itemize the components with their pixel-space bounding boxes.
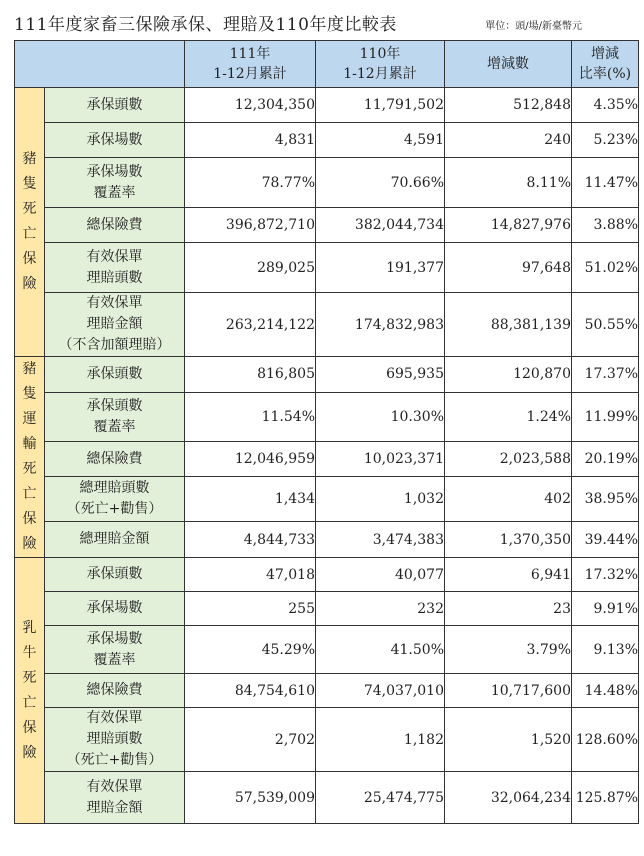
item-label: 總保險費 [45,441,185,477]
value-111: 45.29% [185,626,316,674]
table-body [15,88,639,824]
value-difference: 240 [445,123,572,158]
value-110: 25,474,775 [316,772,445,824]
value-difference: 8.11% [445,158,572,208]
item-label: 承保場數 覆蓋率 [45,158,185,208]
table-row [15,158,639,208]
value-111: 57,539,009 [185,772,316,824]
item-label: 承保場數 [45,123,185,158]
unit-note: 單位：頭/場/新臺幣元 [485,21,582,32]
item-label: 總理賠頭數 （死亡+勸售） [45,477,185,522]
table-row [15,772,639,824]
table-row [15,441,639,477]
value-difference: 32,064,234 [445,772,572,824]
value-111: 4,844,733 [185,522,316,558]
value-110: 10,023,371 [316,441,445,477]
value-change-rate: 4.35% [572,88,639,123]
value-111: 11.54% [185,392,316,441]
item-label: 有效保單 理賠頭數 （死亡+勸售） [45,708,185,772]
value-change-rate: 5.23% [572,123,639,158]
header-difference: 增減數 [445,41,572,88]
item-label: 承保頭數 [45,558,185,592]
value-change-rate: 3.88% [572,208,639,243]
value-change-rate: 50.55% [572,293,639,357]
value-change-rate: 38.95% [572,477,639,522]
value-change-rate: 17.37% [572,357,639,393]
value-difference: 2,023,588 [445,441,572,477]
value-110: 695,935 [316,357,445,393]
table-row [15,392,639,441]
value-difference: 1,520 [445,708,572,772]
value-110: 1,032 [316,477,445,522]
value-difference: 3.79% [445,626,572,674]
item-label: 有效保單 理賠頭數 [45,243,185,293]
table-row [15,477,639,522]
item-label: 總保險費 [45,674,185,708]
comparison-table [14,40,639,824]
value-110: 174,832,983 [316,293,445,357]
value-110: 382,044,734 [316,208,445,243]
table-row [15,243,639,293]
value-difference: 1.24% [445,392,572,441]
value-110: 10.30% [316,392,445,441]
value-difference: 14,827,976 [445,208,572,243]
value-111: 78.77% [185,158,316,208]
value-difference: 1,370,350 [445,522,572,558]
value-difference: 402 [445,477,572,522]
item-label: 總理賠金額 [45,522,185,558]
item-label: 總保險費 [45,208,185,243]
value-change-rate: 17.32% [572,558,639,592]
insurance-group-label: 乳牛死亡保險 [15,558,45,824]
value-difference: 6,941 [445,558,572,592]
table-row [15,293,639,357]
table-row [15,522,639,558]
value-110: 232 [316,592,445,626]
value-difference: 88,381,139 [445,293,572,357]
insurance-group-label: 豬隻死亡保險 [15,88,45,357]
page-title: 111年度家畜三保險承保、理賠及110年度比較表 [14,15,397,35]
value-change-rate: 9.13% [572,626,639,674]
value-111: 816,805 [185,357,316,393]
value-110: 11,791,502 [316,88,445,123]
item-label: 有效保單 理賠金額 [45,772,185,824]
header-111-cumulative: 111年 1-12月累計 [185,41,316,88]
item-label: 承保場數 [45,592,185,626]
value-111: 1,434 [185,477,316,522]
value-110: 191,377 [316,243,445,293]
item-label: 承保頭數 [45,357,185,393]
value-111: 4,831 [185,123,316,158]
value-110: 3,474,383 [316,522,445,558]
value-111: 396,872,710 [185,208,316,243]
table-row [15,592,639,626]
value-change-rate: 128.60% [572,708,639,772]
item-label: 承保頭數 覆蓋率 [45,392,185,441]
value-111: 12,046,959 [185,441,316,477]
value-111: 12,304,350 [185,88,316,123]
value-111: 47,018 [185,558,316,592]
item-label: 承保場數 覆蓋率 [45,626,185,674]
value-difference: 97,648 [445,243,572,293]
table-row [15,708,639,772]
header-change-rate: 增減 比率(%) [572,41,639,88]
table-row [15,123,639,158]
value-111: 2,702 [185,708,316,772]
value-110: 41.50% [316,626,445,674]
value-change-rate: 39.44% [572,522,639,558]
value-change-rate: 20.19% [572,441,639,477]
table-row [15,558,639,592]
item-label: 有效保單 理賠金額 （不含加額理賠） [45,293,185,357]
value-difference: 10,717,600 [445,674,572,708]
value-110: 1,182 [316,708,445,772]
value-111: 84,754,610 [185,674,316,708]
value-111: 289,025 [185,243,316,293]
value-difference: 512,848 [445,88,572,123]
item-label: 承保頭數 [45,88,185,123]
value-change-rate: 11.99% [572,392,639,441]
value-110: 40,077 [316,558,445,592]
value-change-rate: 14.48% [572,674,639,708]
value-change-rate: 9.91% [572,592,639,626]
header-row [15,41,639,88]
value-difference: 23 [445,592,572,626]
value-111: 263,214,122 [185,293,316,357]
table-row [15,626,639,674]
value-111: 255 [185,592,316,626]
value-change-rate: 11.47% [572,158,639,208]
value-change-rate: 125.87% [572,772,639,824]
table-row [15,88,639,123]
value-110: 70.66% [316,158,445,208]
table-row [15,208,639,243]
table-row [15,357,639,393]
value-110: 4,591 [316,123,445,158]
header-110-cumulative: 110年 1-12月累計 [316,41,445,88]
value-difference: 120,870 [445,357,572,393]
table-row [15,674,639,708]
corner-header-cell [15,41,185,88]
value-change-rate: 51.02% [572,243,639,293]
insurance-group-label: 豬隻運輸死亡保險 [15,357,45,558]
value-110: 74,037,010 [316,674,445,708]
